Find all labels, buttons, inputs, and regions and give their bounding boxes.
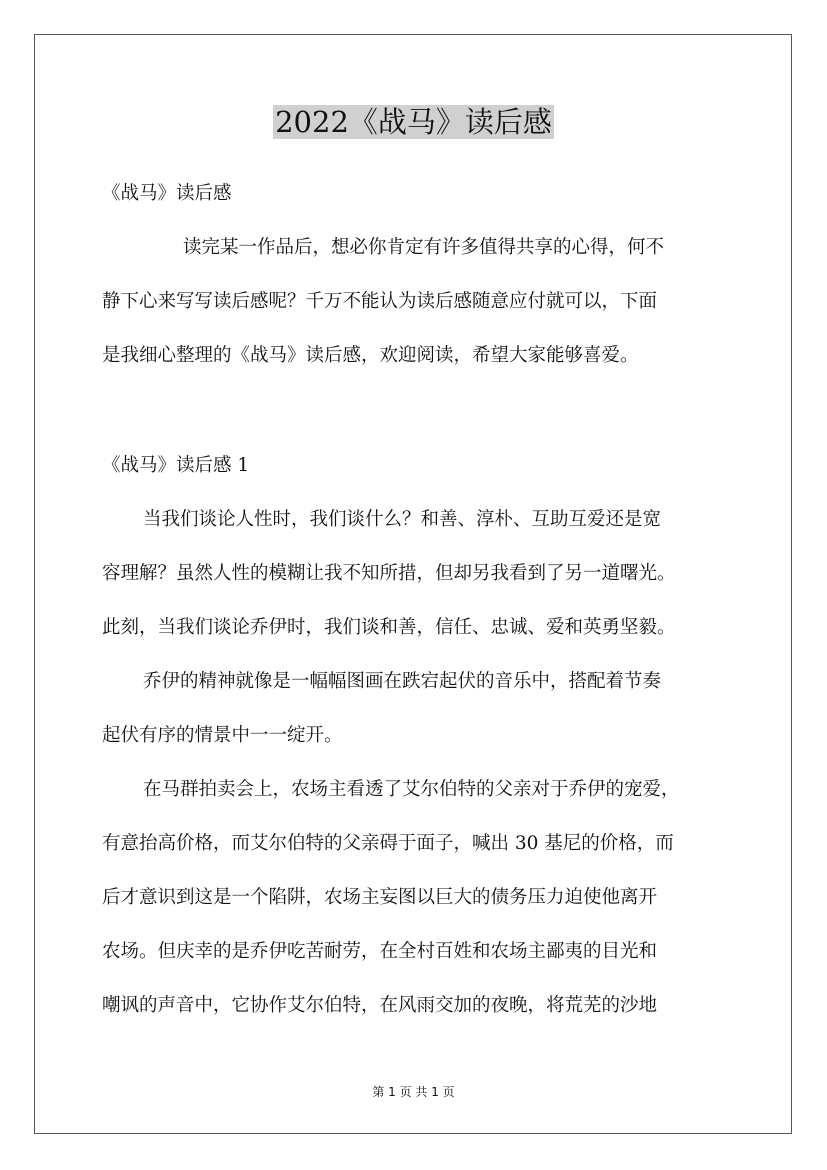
intro-paragraph-line: 是我细心整理的《战马》读后感，欢迎阅读，希望大家能够喜爱。	[102, 345, 639, 366]
intro-paragraph-line: 静下心来写写读后感呢？千万不能认为读后感随意应付就可以，下面	[102, 291, 658, 312]
section1-heading: 《战马》读后感 1	[102, 455, 250, 476]
section1-paragraph-line: 有意抬高价格，而艾尔伯特的父亲碍于面子，喊出 30 基尼的价格，而	[102, 833, 674, 854]
section1-paragraph-line: 农场。但庆幸的是乔伊吃苦耐劳，在全村百姓和农场主鄙夷的目光和	[102, 941, 658, 962]
section1-paragraph-line: 乔伊的精神就像是一幅幅图画在跌宕起伏的音乐中，搭配着节奏	[143, 671, 662, 692]
section1-paragraph-line: 后才意识到这是一个陷阱，农场主妄图以巨大的债务压力迫使他离开	[102, 887, 658, 908]
section1-paragraph-line: 当我们谈论人性时，我们谈什么？和善、淳朴、互助互爱还是宽	[143, 509, 662, 530]
section1-paragraph-line: 容理解？虽然人性的模糊让我不知所措，但却另我看到了另一道曙光。	[102, 563, 676, 584]
section1-paragraph-line: 起伏有序的情景中一一绽开。	[102, 725, 343, 746]
section1-paragraph-line: 在马群拍卖会上，农场主看透了艾尔伯特的父亲对于乔伊的宠爱，	[143, 779, 680, 800]
document-title: 2022《战马》读后感	[275, 105, 552, 139]
section1-paragraph-line: 嘲讽的声音中，它协作艾尔伯特，在风雨交加的夜晚，将荒芜的沙地	[102, 995, 658, 1016]
section1-paragraph-line: 此刻，当我们谈论乔伊时，我们谈和善，信任、忠诚、爱和英勇坚毅。	[102, 617, 676, 638]
document-title-container	[0, 102, 827, 142]
intro-heading: 《战马》读后感	[102, 183, 232, 204]
intro-paragraph-line: 读完某一作品后，想必你肯定有许多值得共享的心得，何不	[183, 237, 665, 258]
page-footer: 第 1 页 共 1 页	[372, 1085, 455, 1099]
